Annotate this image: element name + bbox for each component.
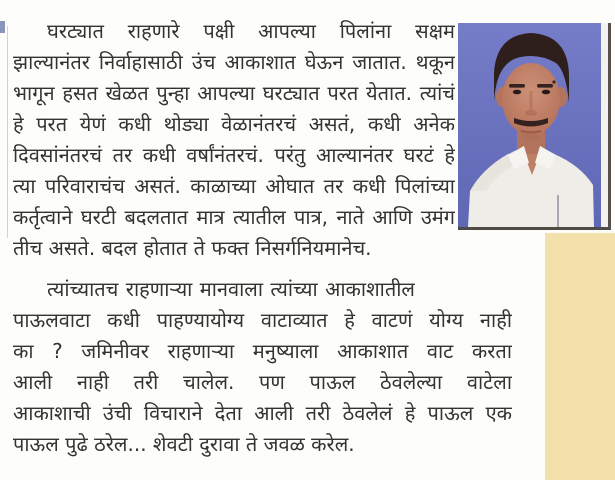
scan-edge-mark [0,21,5,33]
scan-edge-line [7,26,8,238]
text-line: घरट्यात राहणारे पक्षी आपल्या पिलांना सक्षम [47,19,455,43]
text-line: आकाशाची उंची विचाराने देता आली तरी ठेवलेलं हे पाऊल एक [13,401,512,425]
text-line: का ? जमिनीवर राहणाऱ्या मनुष्याला आकाशात वाट करता [13,339,512,363]
article-text [13,16,512,460]
text-line: कर्तृत्वाने घरटी बदलतात मात्र त्यातील पात्र, नाते आणि उमंग [13,205,455,229]
text-line: दिवसांनंतरचं तर कधी वर्षांनंतरचं. परंतु आल्यानंतर घरटं हे [13,143,455,167]
portrait-illustration [458,23,608,227]
text-line: त्यांच्यातच राहणाऱ्या मानवाला त्यांच्या आकाशातील [47,277,415,301]
text-line: झाल्यानंतर निर्वाहासाठी उंच आकाशात घेऊन जातात. थकून [13,50,455,74]
text-line: भागून हसत खेळत पुन्हा आपल्या घरट्यात परत येतात. त्यांचं [13,81,455,105]
text-line: पाऊलवाटा कधी पाहण्यायोग्य वाटाव्यात हे वाटणं योग्य नाही [13,308,512,332]
text-line: त्या परिवाराचंच असतं. काळाच्या ओघात तर कधी पिलांच्या [13,174,455,198]
text-line: हे परत येणं कधी थोड्या वेळानंतरचं असतं, कधी अनेक [13,112,455,136]
text-line: पाऊल पुढे ठरेल... शेवटी दुरावा ते जवळ करेल. [13,432,355,456]
portrait-photo [458,23,611,230]
text-line: तीच असते. बदल होतात ते फक्त निसर्गनियमानेच. [13,236,372,260]
text-line: आली नाही तरी चालेल. पण पाऊल ठेवलेल्या वाटेला [13,370,512,394]
page-accent-band [545,233,615,480]
